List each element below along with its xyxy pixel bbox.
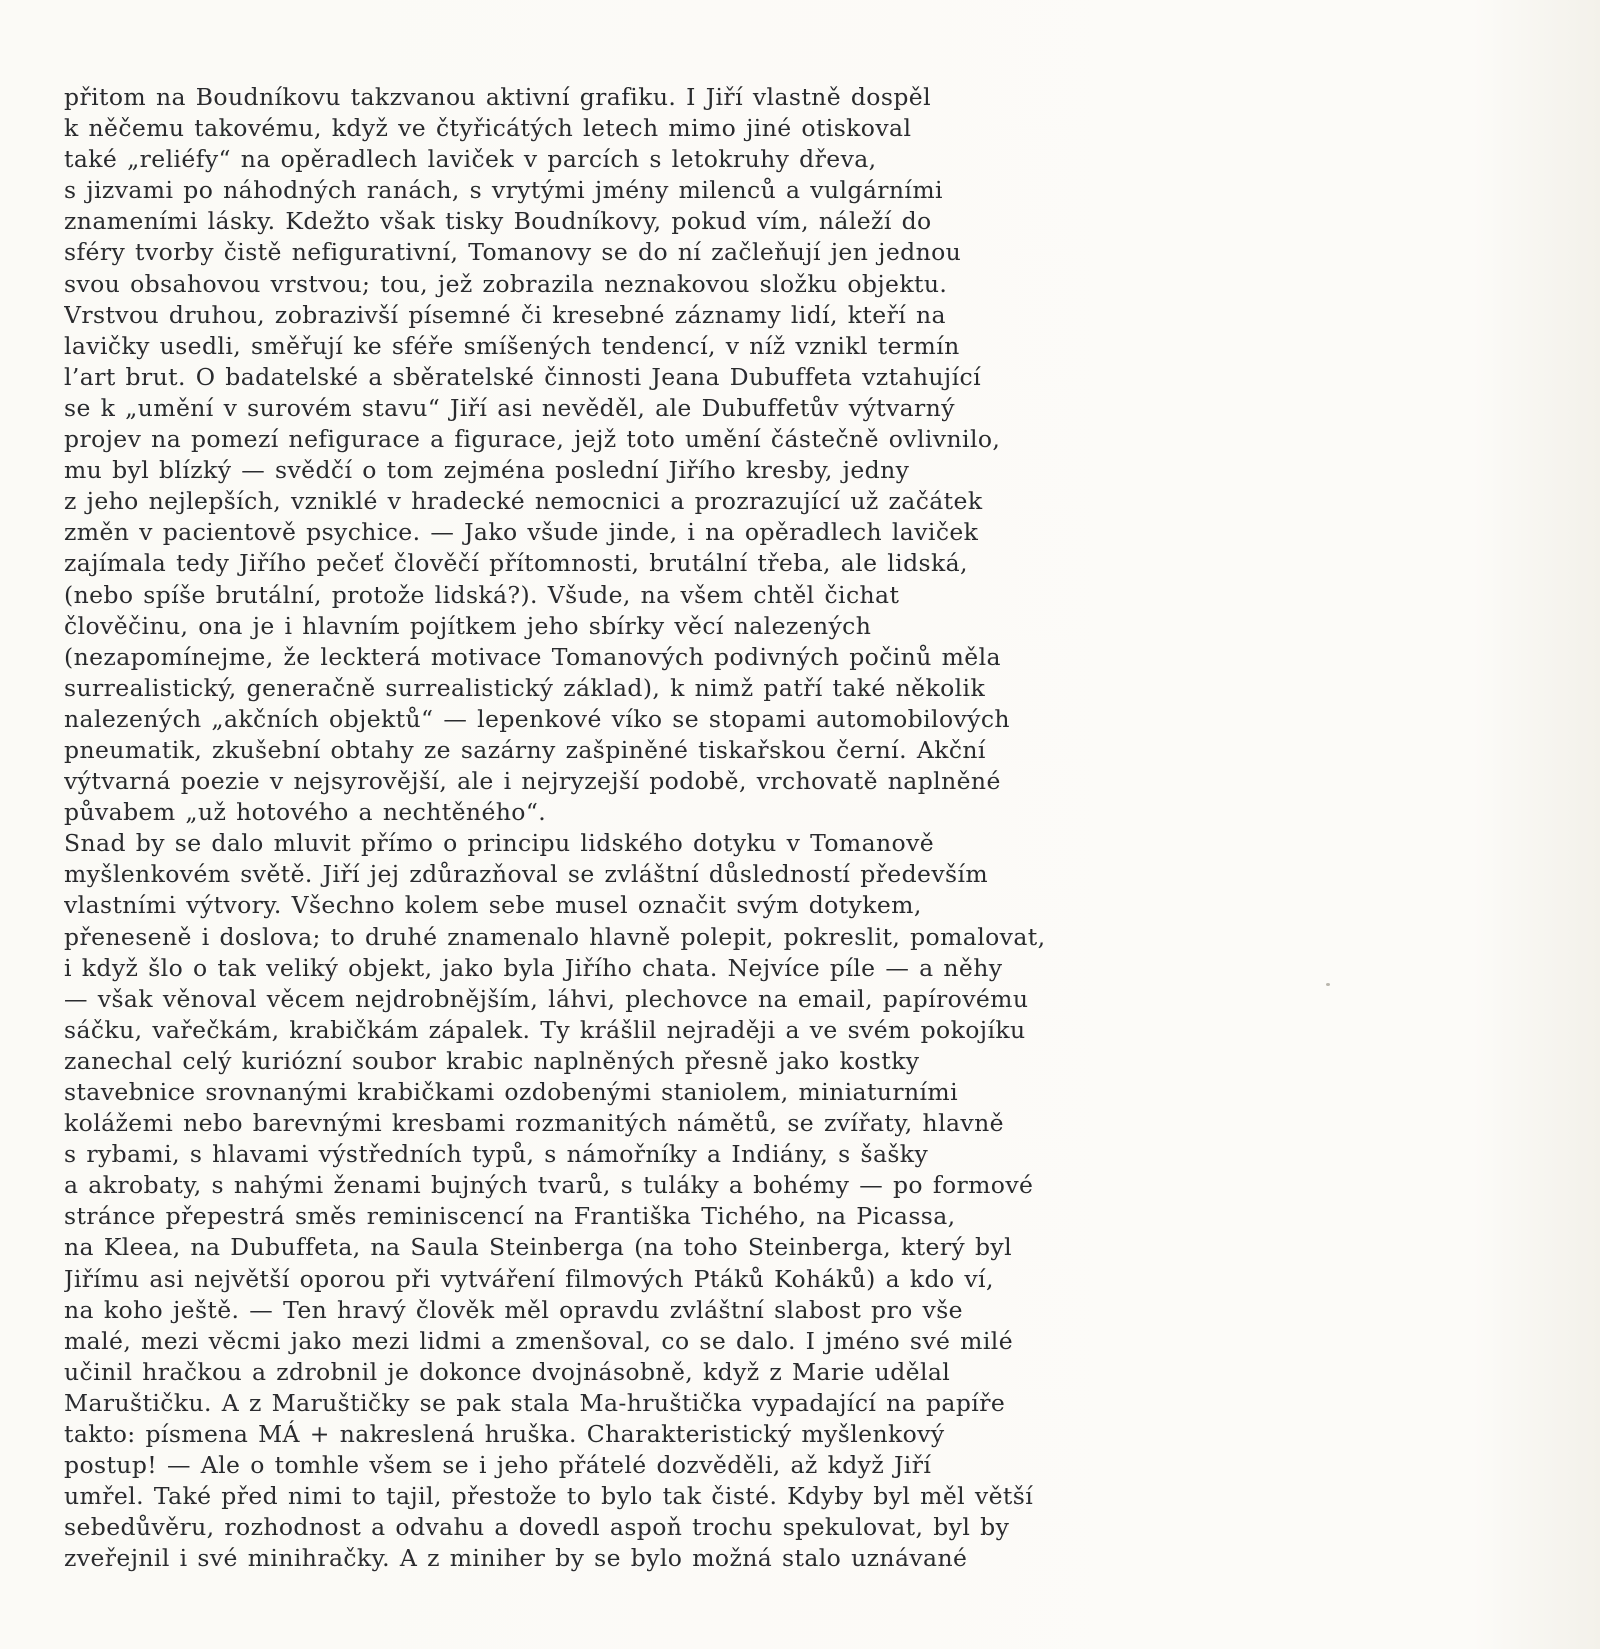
text-line-14: z jeho nejlepších, vzniklé v hradecké nemocnici a prozrazující už začátek	[64, 487, 983, 516]
text-line-17: (nebo spíše brutální, protože lidská?). Všude, na všem chtěl čichat	[64, 580, 900, 609]
text-line-41: malé, mezi věcmi jako mezi lidmi a zmenšoval, co se dalo. I jméno své milé	[64, 1326, 1014, 1355]
text-line-20: surrealistický, generačně surrealistický základ), k nimž patří také několik	[64, 673, 986, 702]
text-line-25: Snad by se dalo mluvit přímo o principu lidského dotyku v Tomanově	[64, 829, 935, 858]
text-line-15: změn v pacientově psychice. — Jako všude jinde, i na opěradlech laviček	[64, 518, 979, 547]
text-line-47: sebedůvěru, rozhodnost a odvahu a dovedl aspoň trochu spekulovat, byl by	[64, 1513, 1010, 1542]
text-line-2: k něčemu takovému, když ve čtyřicátých letech mimo jiné otiskoval	[64, 114, 912, 143]
text-line-27: vlastními výtvory. Všechno kolem sebe musel označit svým dotykem,	[64, 891, 922, 920]
body-text	[64, 82, 1184, 1575]
text-line-13: mu byl blízký — svědčí o tom zejména poslední Jiřího kresby, jedny	[64, 456, 910, 485]
text-line-5: znameními lásky. Kdežto však tisky Boudníkovy, pokud vím, náleží do	[64, 207, 932, 236]
text-line-4: s jizvami po náhodných ranách, s vrytými jmény milenců a vulgárními	[64, 176, 943, 205]
text-line-7: svou obsahovou vrstvou; tou, jež zobrazila neznakovou složku objektu.	[64, 269, 948, 298]
text-line-37: stránce přepestrá směs reminiscencí na Františka Tichého, na Picassa,	[64, 1202, 956, 1231]
text-line-44: takto: písmena MÁ + nakreslená hruška. Charakteristický myšlenkový	[64, 1420, 945, 1449]
text-line-28: přeneseně i doslova; to druhé znamenalo hlavně polepit, pokreslit, pomalovat,	[64, 922, 1046, 951]
text-line-6: sféry tvorby čistě nefigurativní, Tomanovy se do ní začleňují jen jednou	[64, 238, 962, 267]
text-line-46: umřel. Také před nimi to tajil, přestože to bylo tak čisté. Kdyby byl měl větší	[64, 1482, 1034, 1511]
text-line-39: Jiřímu asi největší oporou při vytváření filmových Ptáků Koháků) a kdo ví,	[64, 1264, 994, 1293]
text-line-35: s rybami, s hlavami výstředních typů, s námořníky a Indiány, s šašky	[64, 1140, 929, 1169]
text-line-40: na koho ještě. — Ten hravý člověk měl opravdu zvláštní slabost pro vše	[64, 1295, 963, 1324]
text-line-19: (nezapomínejme, že leckterá motivace Tomanových podivných počinů měla	[64, 642, 1001, 671]
text-line-32: zanechal celý kuriózní soubor krabic naplněných přesně jako kostky	[64, 1046, 920, 1075]
text-line-30: — však věnoval věcem nejdrobnějším, láhvi, plechovce na email, papírovému	[64, 984, 1029, 1013]
text-line-22: pneumatik, zkušební obtahy ze sazárny zašpiněné tiskařskou černí. Akční	[64, 735, 986, 764]
text-line-16: zajímala tedy Jiřího pečeť člověčí přítomnosti, brutální třeba, ale lidská,	[64, 549, 968, 578]
text-line-1: přitom na Boudníkovu takzvanou aktivní grafiku. I Jiří vlastně dospěl	[64, 83, 931, 111]
text-line-29: i když šlo o tak veliký objekt, jako byla Jiřího chata. Nejvíce píle — a něhy	[64, 953, 1003, 982]
text-line-11: se k „umění v surovém stavu“ Jiří asi nevěděl, ale Dubuffetův výtvarný	[64, 393, 955, 422]
text-line-48: zveřejnil i své minihračky. A z miniher by se bylo možná stalo uznávané	[64, 1544, 968, 1573]
text-line-38: na Kleea, na Dubuffeta, na Saula Steinberga (na toho Steinberga, který byl	[64, 1233, 1012, 1262]
text-line-21: nalezených „akčních objektů“ — lepenkové víko se stopami automobilových	[64, 704, 1010, 733]
text-line-23: výtvarná poezie v nejsyrovější, ale i nejryzejší podobě, vrchovatě naplněné	[64, 767, 1001, 796]
text-line-45: postup! — Ale o tomhle všem se i jeho přátelé dozvěděli, až když Jiří	[64, 1451, 932, 1480]
text-line-26: myšlenkovém světě. Jiří jej zdůrazňoval se zvláštní důsledností především	[64, 860, 989, 889]
text-line-24: půvabem „už hotového a nechtěného“.	[64, 798, 547, 827]
text-line-43: Maruštičku. A z Maruštičky se pak stala Ma-hruštička vypadající na papíře	[64, 1388, 1006, 1417]
text-line-8: Vrstvou druhou, zobrazivší písemné či kresebné záznamy lidí, kteří na	[64, 300, 946, 329]
text-line-36: a akrobaty, s nahými ženami bujných tvarů, s tuláky a bohémy — po formové	[64, 1171, 1034, 1200]
text-line-42: učinil hračkou a zdrobnil je dokonce dvojnásobně, když z Marie udělal	[64, 1357, 951, 1386]
text-line-9: lavičky usedli, směřují ke sféře smíšených tendencí, v níž vznikl termín	[64, 331, 960, 360]
text-line-34: kolážemi nebo barevnými kresbami rozmanitých námětů, se zvířaty, hlavně	[64, 1109, 1004, 1138]
text-line-3: také „reliéfy“ na opěradlech laviček v parcích s letokruhy dřeva,	[64, 145, 877, 174]
text-line-12: projev na pomezí nefigurace a figurace, jejž toto umění částečně ovlivnilo,	[64, 425, 1001, 454]
text-line-10: l’art brut. O badatelské a sběratelské činnosti Jeana Dubuffeta vztahující	[64, 362, 981, 391]
paper-speck	[1326, 983, 1330, 986]
text-line-18: člověčinu, ona je i hlavním pojítkem jeho sbírky věcí nalezených	[64, 611, 872, 640]
text-line-31: sáčku, vařečkám, krabičkám zápalek. Ty krášlil nejraději a ve svém pokojíku	[64, 1015, 1026, 1044]
text-line-33: stavebnice srovnanými krabičkami ozdobenými staniolem, miniaturními	[64, 1078, 959, 1106]
